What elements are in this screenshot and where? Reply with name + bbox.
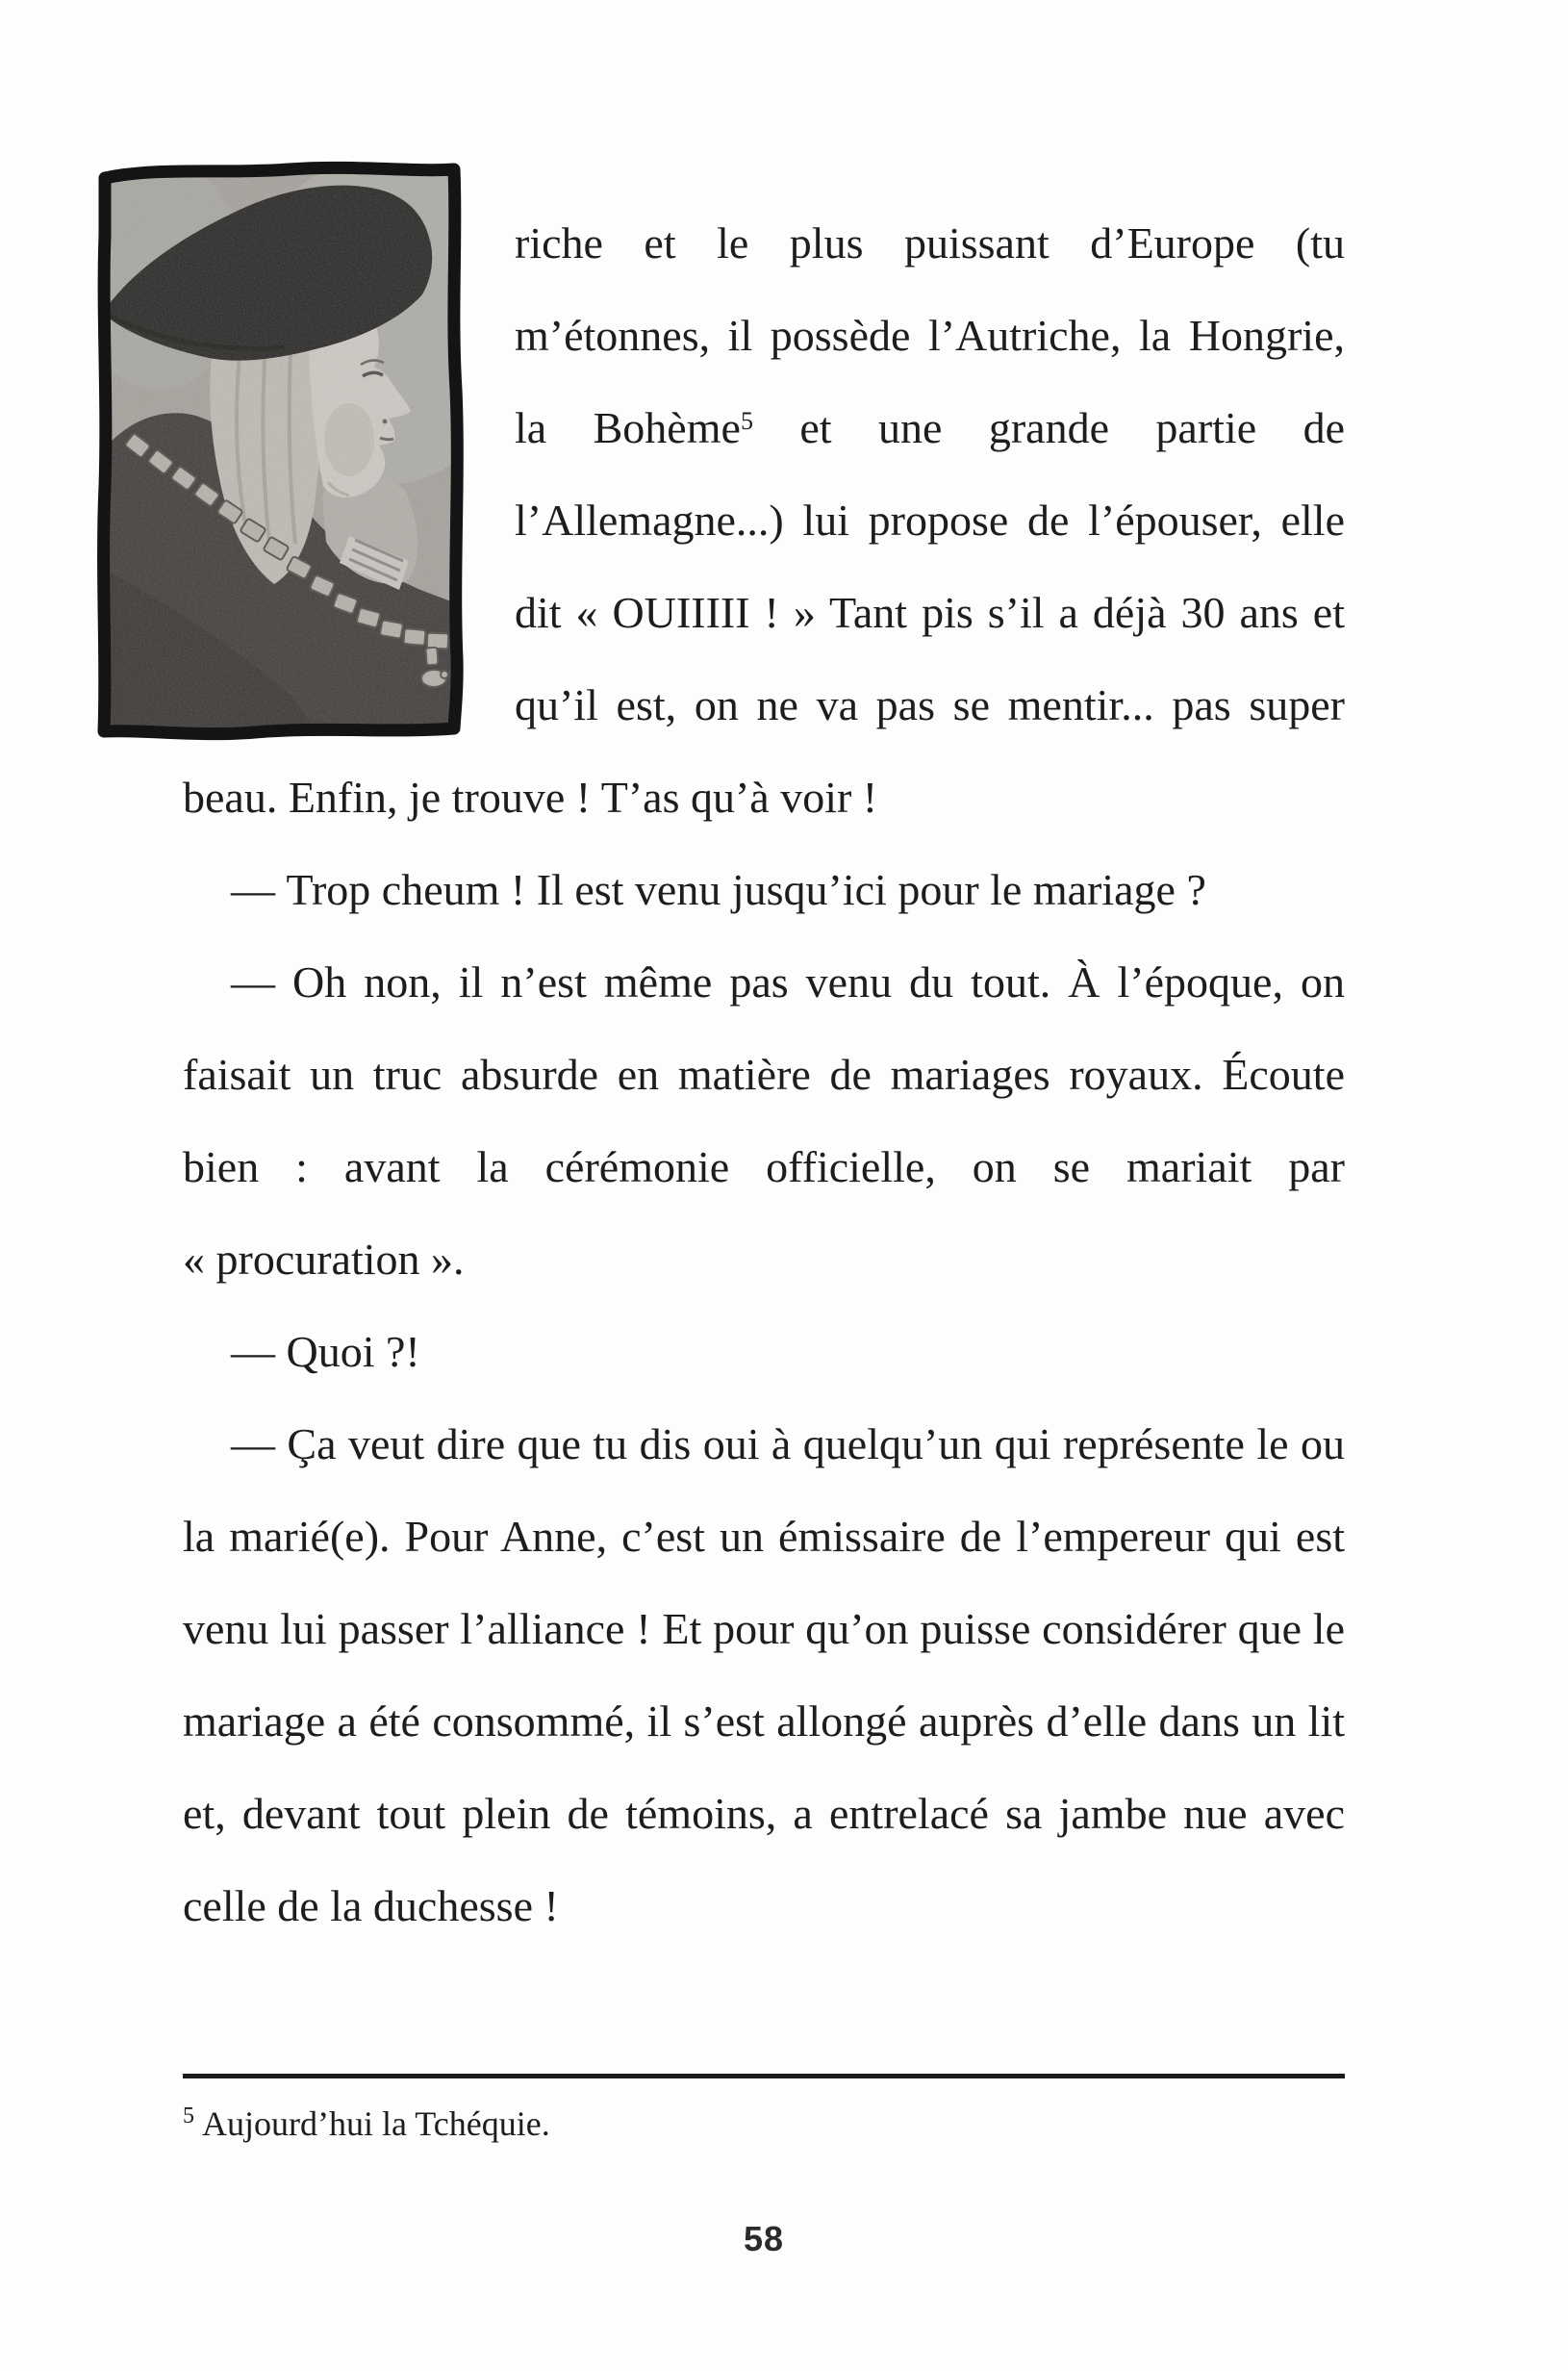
footnote-marker: 5 [183,2103,194,2129]
text-block [183,197,1345,1952]
dialogue-paragraph-2: — Oh non, il n’est même pas venu du tout. À l’époque, on faisait un truc absurde en matière de mariages royaux. Écoute bien : avant la cérémonie officielle, on se mariait par « procuration ». [183,957,1345,1284]
footnote-text: Aujourd’hui la Tchéquie. [202,2104,550,2143]
portrait-svg [91,159,467,741]
footnote-divider [183,2074,1345,2078]
dialogue-paragraph-3: — Quoi ?! [231,1327,420,1376]
dialogue-paragraph-1: — Trop cheum ! Il est venu jusqu’ici pour le mariage ? [231,865,1206,914]
dialogue-paragraph-4: — Ça veut dire que tu dis oui à quelqu’un qui représente le ou la marié(e). Pour Anne, c’est un émissaire de l’empereur qui est venu lui passer l’alliance ! Et pour qu’on puisse considérer que le mariage a été consommé, il s’est allongé auprès d’elle dans un lit et, devant tout plein de témoins, a entrelacé sa jambe nue avec celle de la duchesse ! [183,1419,1345,1930]
framed-portrait-image [91,159,467,741]
lead-text-after-footnote-ref: et une grande partie de l’Allemagne...) lui propose de l’épouser, elle dit « OUIIIII ! » Tant pis s’il a déjà 30 ans et qu’il est, on ne va pas se mentir... pas super beau. Enfin, je trouve ! T’as qu’à voir ! [183,403,1345,822]
footnote [183,2098,1345,2150]
page-number: 58 [743,2219,785,2258]
lead-text-before-footnote-ref: riche et le plus puissant d’Europe (tu m’étonnes, il possède l’Autriche, la Hongrie, la Bohème [515,218,1345,452]
footnote-reference: 5 [740,406,753,435]
